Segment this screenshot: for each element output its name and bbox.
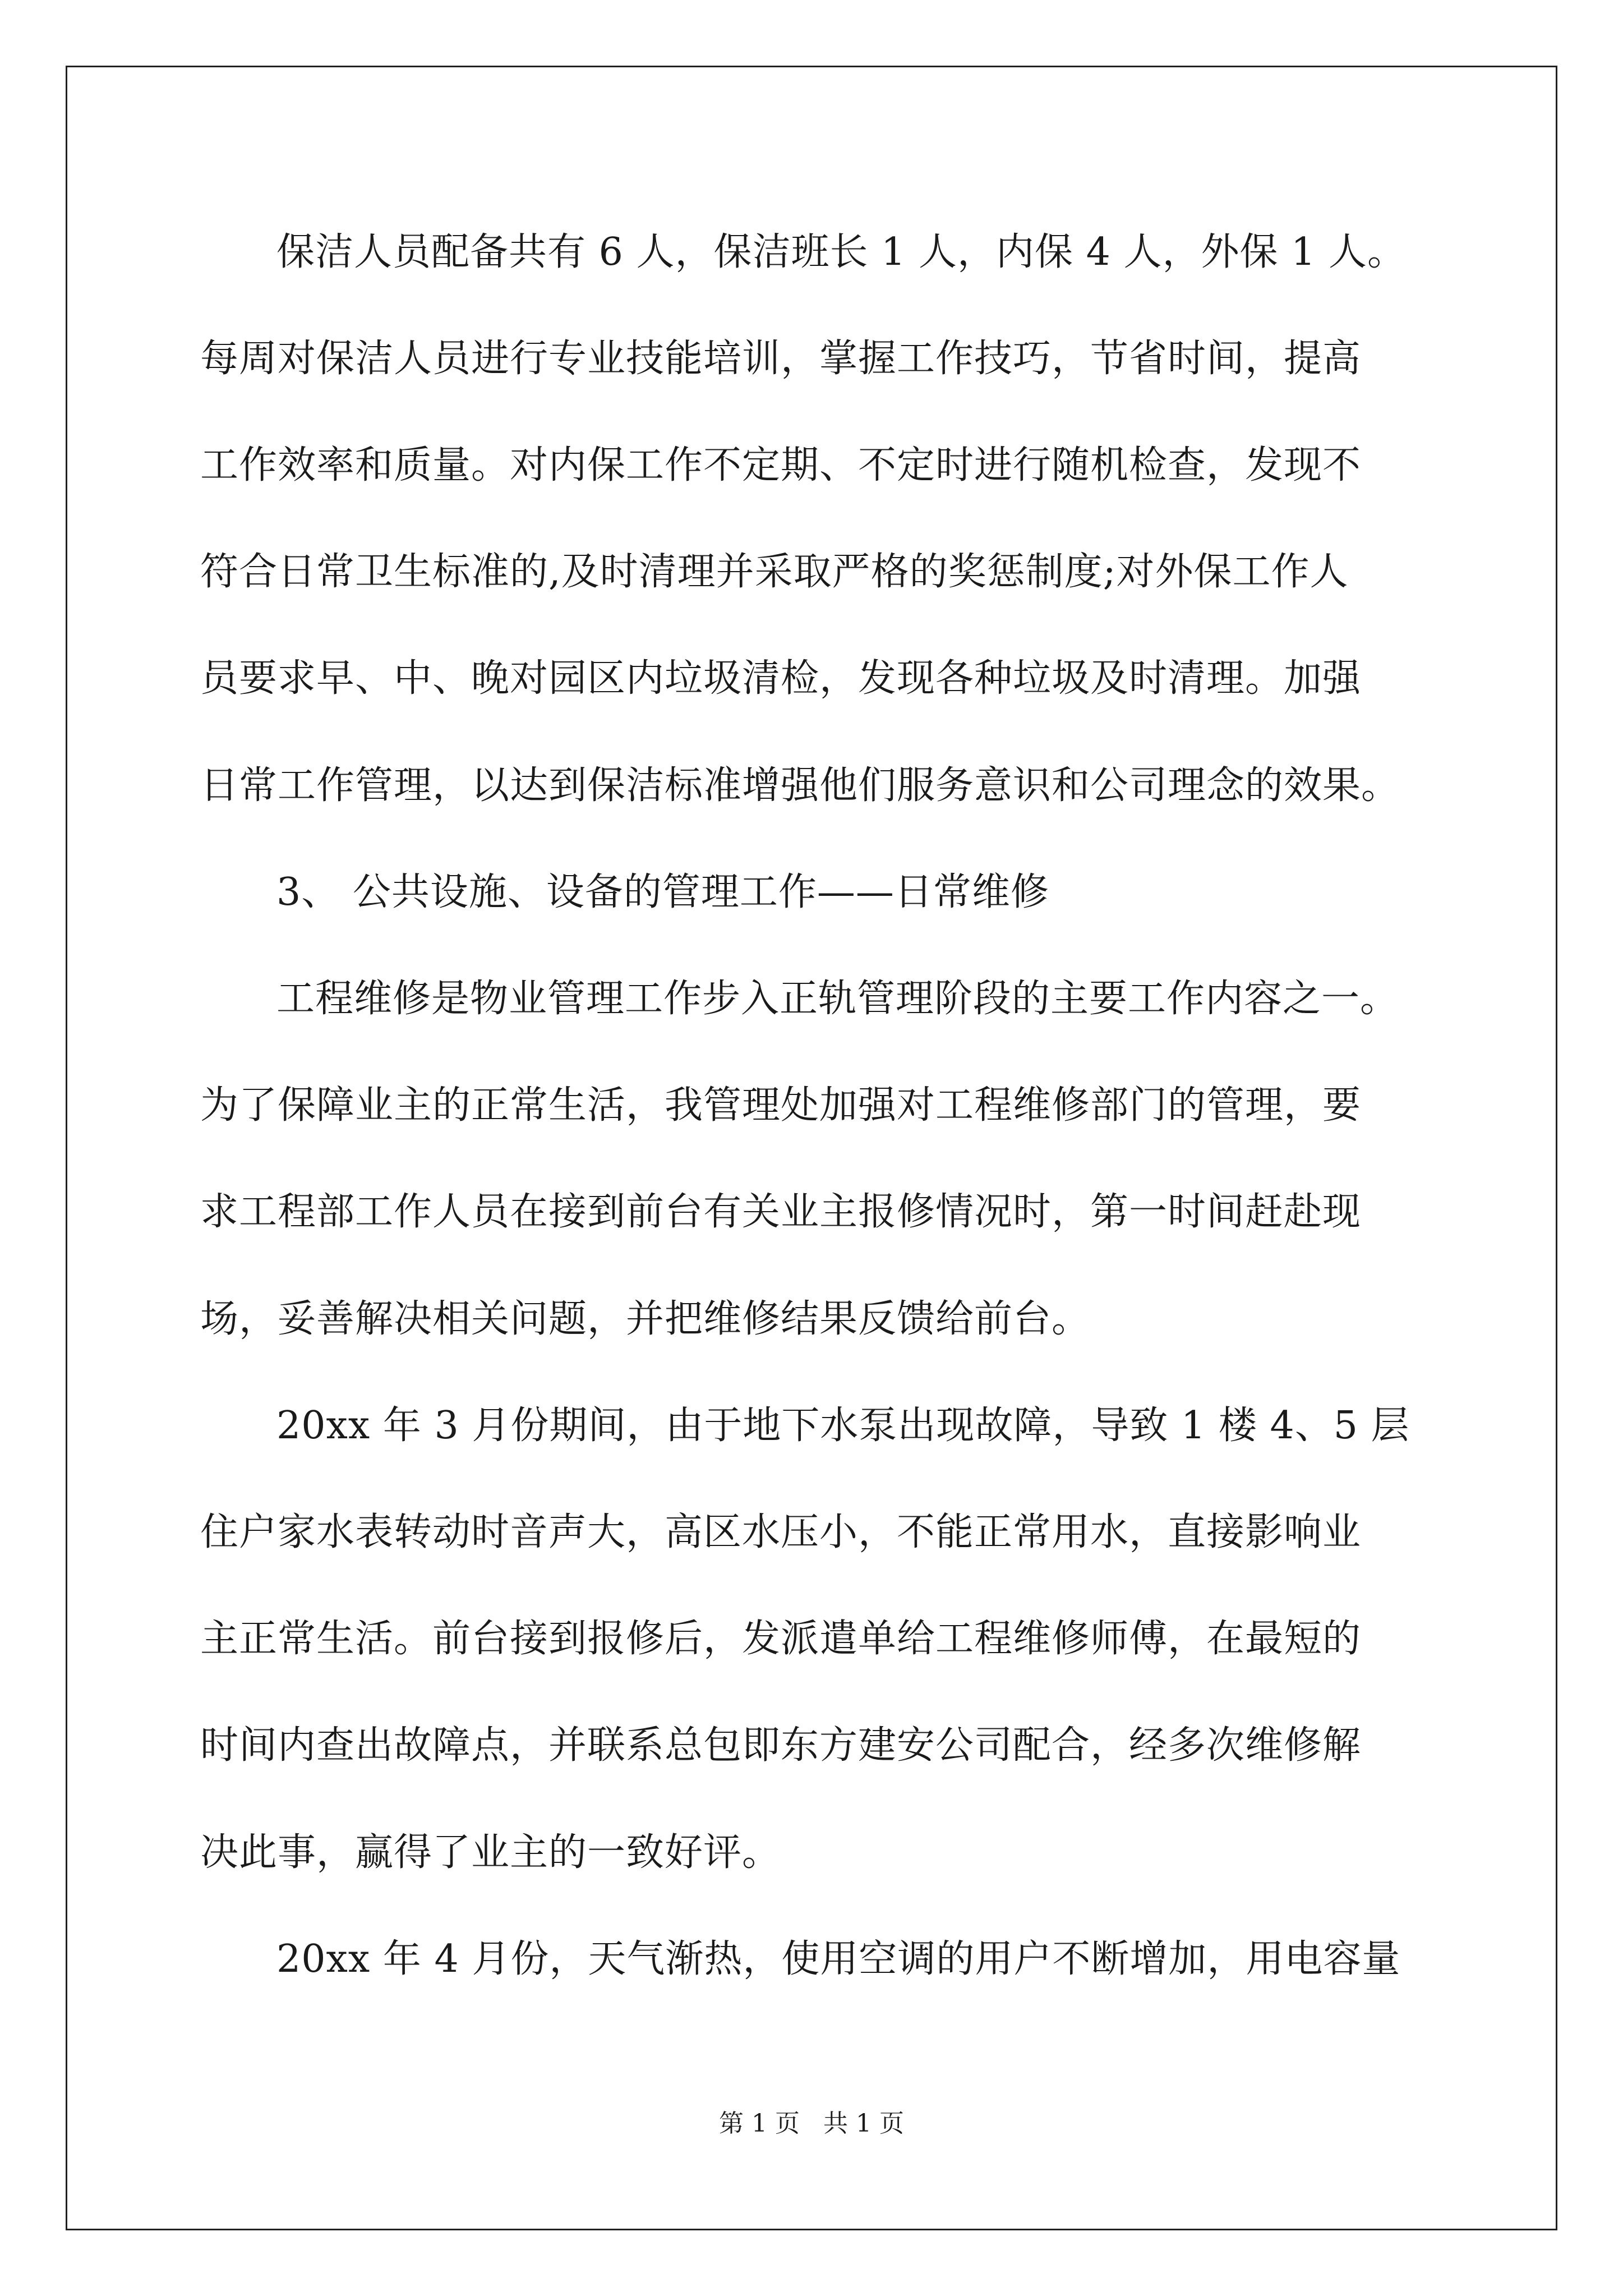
paragraph-line: 符合日常卫生标准的,及时清理并采取严格的奖惩制度;对外保工作人 bbox=[200, 550, 1349, 594]
paragraph-line: 住户家水表转动时音声大，高区水压小，不能正常用水，直接影响业 bbox=[200, 1510, 1362, 1554]
paragraph-line: 20xx 年 3 月份期间，由于地下水泵出现故障，导致 1 楼 4、5 层 bbox=[276, 1404, 1410, 1448]
paragraph-line: 工程维修是物业管理工作步入正轨管理阶段的主要工作内容之一。 bbox=[276, 977, 1399, 1021]
paragraph-line: 工作效率和质量。对内保工作不定期、不定时进行随机检查，发现不 bbox=[200, 443, 1362, 487]
paragraph-line: 场，妥善解决相关问题，并把维修结果反馈给前台。 bbox=[200, 1297, 1091, 1341]
paragraph-line: 保洁人员配备共有 6 人，保洁班长 1 人，内保 4 人，外保 1 人。 bbox=[276, 230, 1406, 274]
paragraph-line: 20xx 年 4 月份，天气渐热，使用空调的用户不断增加，用电容量 bbox=[276, 1937, 1401, 1981]
page-number-footer: 第 1 页 共 1 页 bbox=[719, 2109, 904, 2138]
paragraph-line: 日常工作管理，以达到保洁标准增强他们服务意识和公司理念的效果。 bbox=[200, 763, 1400, 808]
paragraph-line: 求工程部工作人员在接到前台有关业主报修情况时，第一时间赶赴现 bbox=[200, 1190, 1362, 1234]
paragraph-line: 主正常生活。前台接到报修后，发派遣单给工程维修师傅，在最短的 bbox=[200, 1617, 1362, 1661]
paragraph-line: 员要求早、中、晚对园区内垃圾清检，发现各种垃圾及时清理。加强 bbox=[200, 656, 1362, 701]
paragraph-line: 时间内查出故障点，并联系总包即东方建安公司配合，经多次维修解 bbox=[200, 1723, 1362, 1768]
paragraph-line: 决此事，赢得了业主的一致好评。 bbox=[200, 1830, 781, 1875]
paragraph-line: 为了保障业主的正常生活，我管理处加强对工程维修部门的管理，要 bbox=[200, 1083, 1362, 1128]
page-border bbox=[66, 66, 1557, 2230]
section-heading: 3、 公共设施、设备的管理工作——日常维修 bbox=[276, 870, 1049, 914]
paragraph-line: 每周对保洁人员进行专业技能培训，掌握工作技巧，节省时间，提高 bbox=[200, 337, 1362, 381]
